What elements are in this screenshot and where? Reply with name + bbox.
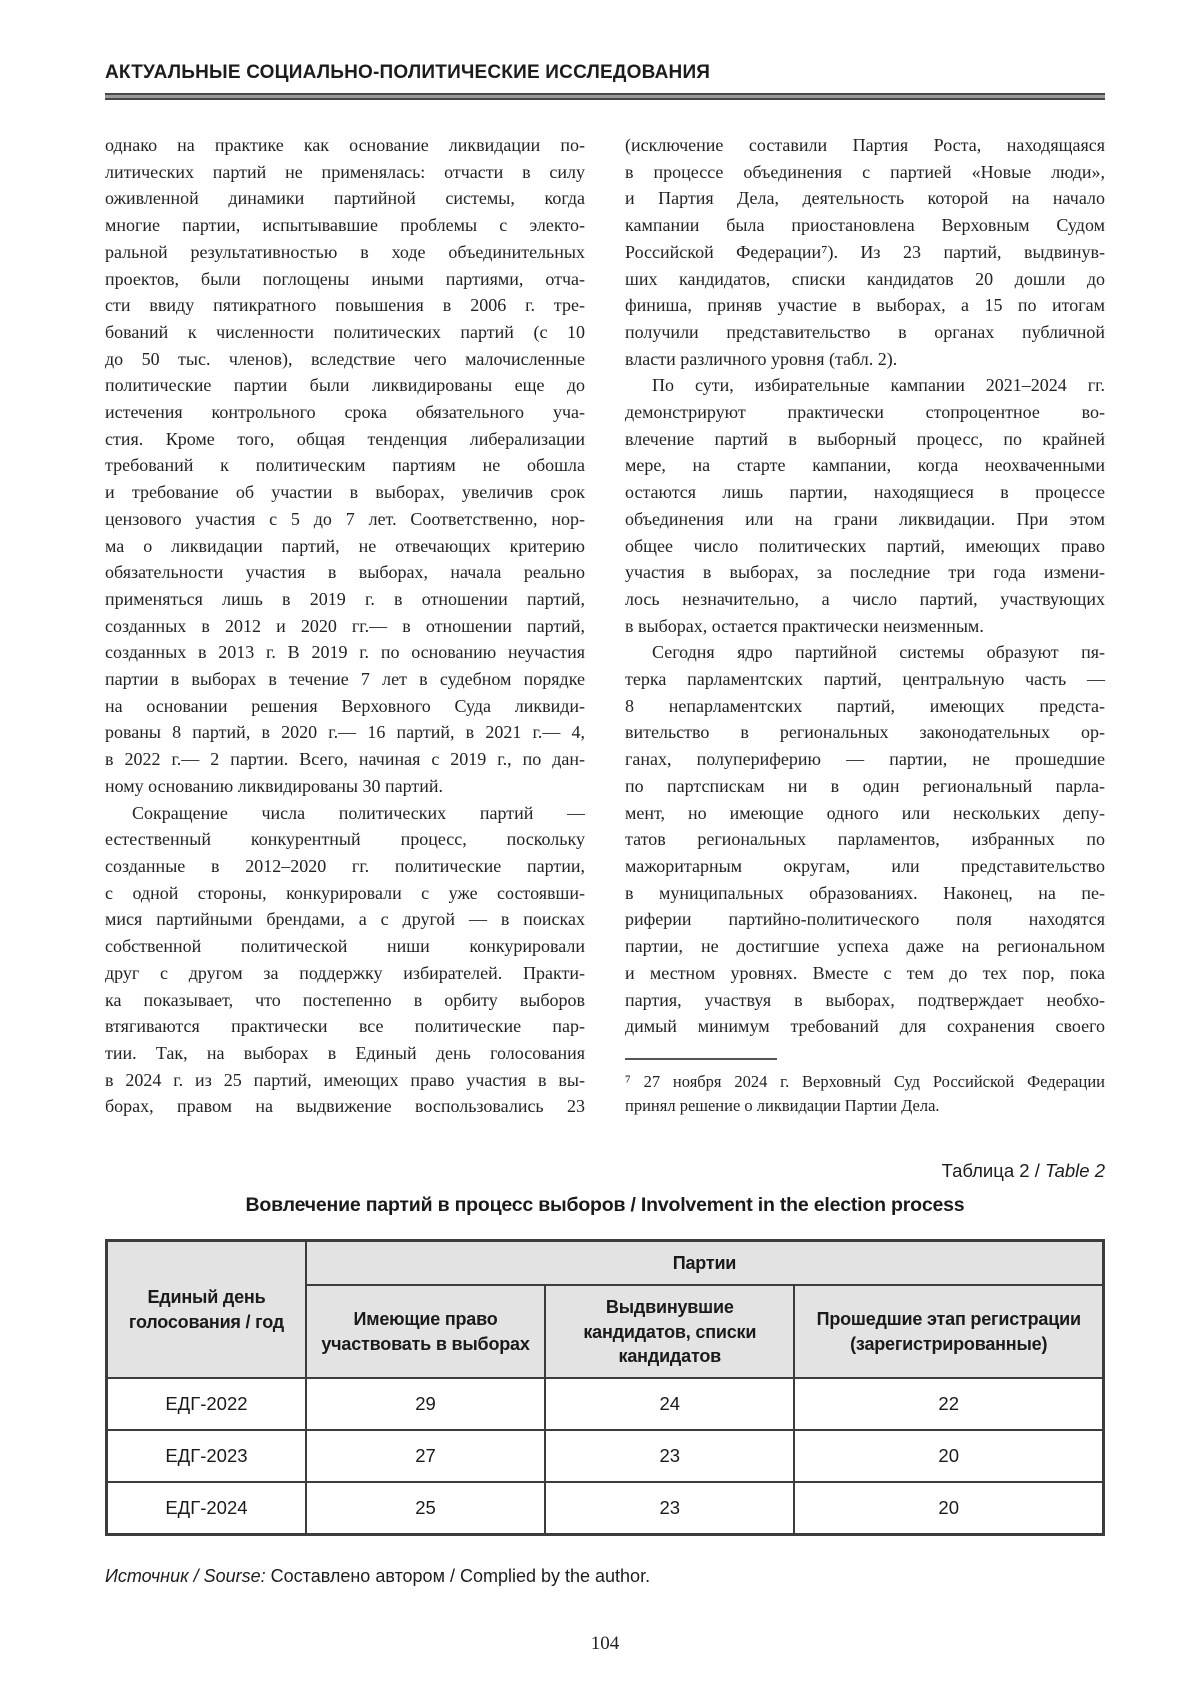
text-line: стия. Кроме того, общая тенденция либерализации [105, 428, 585, 449]
table-caption-en: Table 2 [1044, 1160, 1105, 1182]
source-note-label: Источник / Sourse: [105, 1566, 271, 1587]
text-line: собственной политической ниши конкурировали [105, 936, 585, 957]
text-line: истечения контрольного срока обязательного уча- [105, 402, 585, 423]
text-line: ганах, полупериферию — партии, не прошедшие [625, 749, 1105, 770]
text-line: демонстрируют практически стопроцентное во- [625, 402, 1105, 423]
table-row [107, 1378, 1104, 1430]
text-line: друг с другом за поддержку избирателей. Практи- [105, 962, 585, 983]
row-label: ЕДГ-2023 [107, 1430, 306, 1482]
text-line: многие партии, испытывавшие проблемы с электо- [105, 215, 585, 236]
text-line: Сокращение числа политических партий — [132, 802, 585, 823]
text-line: кампании была приостановлена Верховным Судом [625, 215, 1105, 236]
text-line: до 50 тыс. членов), вследствие чего малочисленные [105, 348, 585, 369]
row-value: 22 [794, 1378, 1103, 1430]
text-line: на основании решения Верховного Суда ликвиди- [105, 695, 585, 716]
text-line: созданных в 2013 г. В 2019 г. по основанию неучастия [105, 642, 585, 663]
text-line: ших кандидатов, списки кандидатов 20 дошли до [625, 268, 1105, 289]
text-line: мажоритарным округам, или представительство [625, 855, 1105, 876]
text-line: втягиваются практически все политические пар- [105, 1016, 585, 1037]
paragraph [105, 132, 585, 800]
footnote-rule [625, 1058, 777, 1060]
table-caption-ru: Таблица 2 / [941, 1160, 1045, 1182]
body-text [105, 132, 1105, 1120]
text-line: татов региональных парламентов, избранных по [625, 829, 1105, 850]
table-row [107, 1482, 1104, 1535]
text-line: по партспискам ни в один региональный парла- [625, 775, 1105, 796]
table-group-header: Партии [306, 1241, 1104, 1286]
text-line: сти ввиду пятикратного повышения в 2006 г. тре- [105, 295, 585, 316]
text-line: обязательности участия в выборах, начала реально [105, 562, 585, 583]
footnote [625, 1058, 1105, 1119]
text-line: партия, участвуя в выборах, подтверждает необхо- [625, 989, 1105, 1010]
table-corner-header: Единый день голосования / год [107, 1241, 306, 1379]
row-value: 27 [306, 1430, 545, 1482]
row-value: 20 [794, 1430, 1103, 1482]
text-line: остаются лишь партии, находящиеся в процессе [625, 482, 1105, 503]
text-line: получили представительство в органах публичной [625, 321, 1105, 342]
paragraph [625, 132, 1105, 372]
text-line: ма о ликвидации партий, не отвечающих критерию [105, 535, 585, 556]
text-line: цензового участия с 5 до 7 лет. Соответственно, нор- [105, 508, 585, 529]
footnote-line: ⁷ 27 ноября 2024 г. Верховный Суд Российской Федерации [625, 1071, 1105, 1091]
text-line: в муниципальных образованиях. Наконец, на пе- [625, 882, 1105, 903]
text-line: бований к численности политических партий (с 10 [105, 321, 585, 342]
text-line: в выборах, остается практически неизменным. [625, 615, 984, 636]
text-line: мися партийными брендами, а с другой — в поисках [105, 909, 585, 930]
table-row [107, 1430, 1104, 1482]
text-line: в 2022 г.— 2 партии. Всего, начиная с 2019 г., по дан- [105, 749, 585, 770]
text-line: созданных в 2012 и 2020 гг.— в отношении партий, [105, 615, 585, 636]
paragraph [625, 372, 1105, 639]
text-line: мере, на старте кампании, когда неохваченными [625, 455, 1105, 476]
text-line: Российской Федерации⁷). Из 23 партий, выдвинув- [625, 241, 1105, 262]
text-line: партии в выборах в течение 7 лет в судебном порядке [105, 669, 585, 690]
text-line: партии, не достигшие успеха даже на региональном [625, 936, 1105, 957]
row-value: 23 [545, 1430, 794, 1482]
table-subheader-registered: Прошедшие этап регистрации (зарегистрированные) [794, 1285, 1103, 1378]
text-line: финиша, приняв участие в выборах, а 15 по итогам [625, 295, 1105, 316]
text-line: борах, правом на выдвижение воспользовались 23 [105, 1096, 585, 1117]
row-value: 24 [545, 1378, 794, 1430]
footnote-line: принял решение о ликвидации Партии Дела. [625, 1096, 940, 1116]
running-head: АКТУАЛЬНЫЕ СОЦИАЛЬНО-ПОЛИТИЧЕСКИЕ ИССЛЕДОВАНИЯ [105, 62, 711, 83]
text-line: вительство в региональных законодательных ор- [625, 722, 1105, 743]
text-line: участия в выборах, за последние три года измени- [625, 562, 1105, 583]
row-value: 23 [545, 1482, 794, 1535]
row-value: 25 [306, 1482, 545, 1535]
text-line: в процессе объединения с партией «Новые люди», [625, 161, 1105, 182]
source-note [105, 1566, 1105, 1587]
text-line: однако на практике как основание ликвидации по- [105, 135, 585, 155]
text-line: с одной стороны, конкурировали с уже состоявши- [105, 882, 585, 903]
text-column-left [105, 132, 585, 1120]
text-line: рованы 8 партий, в 2020 г.— 16 партий, в 2021 г.— 4, [105, 722, 585, 743]
paragraph [105, 800, 585, 1120]
text-line: и требование об участии в выборах, увеличив срок [105, 482, 585, 503]
text-line: требований к политическим партиям не обошла [105, 455, 585, 476]
text-line: лось незначительно, а число партий, участвующих [625, 588, 1105, 609]
text-line: (исключение составили Партия Роста, находящаяся [625, 135, 1105, 155]
parties-table [105, 1239, 1105, 1536]
table-subheader-nominated: Выдвинувшие кандидатов, списки кандидатов [545, 1285, 794, 1378]
text-line: объединения или на грани ликвидации. При этом [625, 508, 1105, 529]
row-label: ЕДГ-2022 [107, 1378, 306, 1430]
text-line: мент, но имеющие одного или нескольких депу- [625, 802, 1105, 823]
text-line: тии. Так, на выборах в Единый день голосования [105, 1042, 585, 1063]
table-subheader-eligible: Имеющие право участвовать в выборах [306, 1285, 545, 1378]
text-line: Сегодня ядро партийной системы образуют пя- [652, 642, 1105, 663]
text-line: естественный конкурентный процесс, поскольку [105, 829, 585, 850]
table-title: Вовлечение партий в процесс выборов / Involvement in the election process [245, 1194, 965, 1217]
text-line: в 2024 г. из 25 партий, имеющих право участия в вы- [105, 1069, 585, 1090]
text-line: литических партий не применялась: отчасти в силу [105, 161, 585, 182]
text-line: ка показывает, что постепенно в орбиту выборов [105, 989, 585, 1010]
text-line: 8 непарламентских партий, имеющих предста- [625, 695, 1105, 716]
text-line: применяться лишь в 2019 г. в отношении партий, [105, 588, 585, 609]
text-line: и Партия Дела, деятельность которой на начало [625, 188, 1105, 209]
header-rule [105, 93, 1105, 100]
text-line: оживленной динамики партийной системы, когда [105, 188, 585, 209]
row-value: 29 [306, 1378, 545, 1430]
text-line: По сути, избирательные кампании 2021–2024 гг. [652, 375, 1105, 396]
text-line: и местном уровнях. Вместе с тем до тех пор, пока [625, 962, 1105, 983]
paragraph [625, 639, 1105, 1040]
text-line: влечение партий в выборный процесс, по крайней [625, 428, 1105, 449]
page-number: 104 [590, 1633, 620, 1655]
text-line: риферии партийно-политического поля находятся [625, 909, 1105, 930]
text-line: ному основанию ликвидированы 30 партий. [105, 775, 443, 796]
text-line: проектов, были поглощены иными партиями, отча- [105, 268, 585, 289]
text-column-right [625, 132, 1105, 1120]
row-value: 20 [794, 1482, 1103, 1535]
text-line: общее число политических партий, имеющих право [625, 535, 1105, 556]
text-line: власти различного уровня (табл. 2). [625, 348, 898, 369]
text-line: ральной результативностью в ходе объединительных [105, 241, 585, 262]
text-line: димый минимум требований для сохранения своего [625, 1016, 1105, 1037]
table-caption [105, 1160, 1105, 1182]
text-line: созданные в 2012–2020 гг. политические партии, [105, 855, 585, 876]
text-line: политические партии были ликвидированы еще до [105, 375, 585, 396]
text-line: терка парламентских партий, центральную часть — [625, 669, 1105, 690]
row-label: ЕДГ-2024 [107, 1482, 306, 1535]
source-note-text: Составлено автором / Complied by the author. [270, 1566, 651, 1587]
